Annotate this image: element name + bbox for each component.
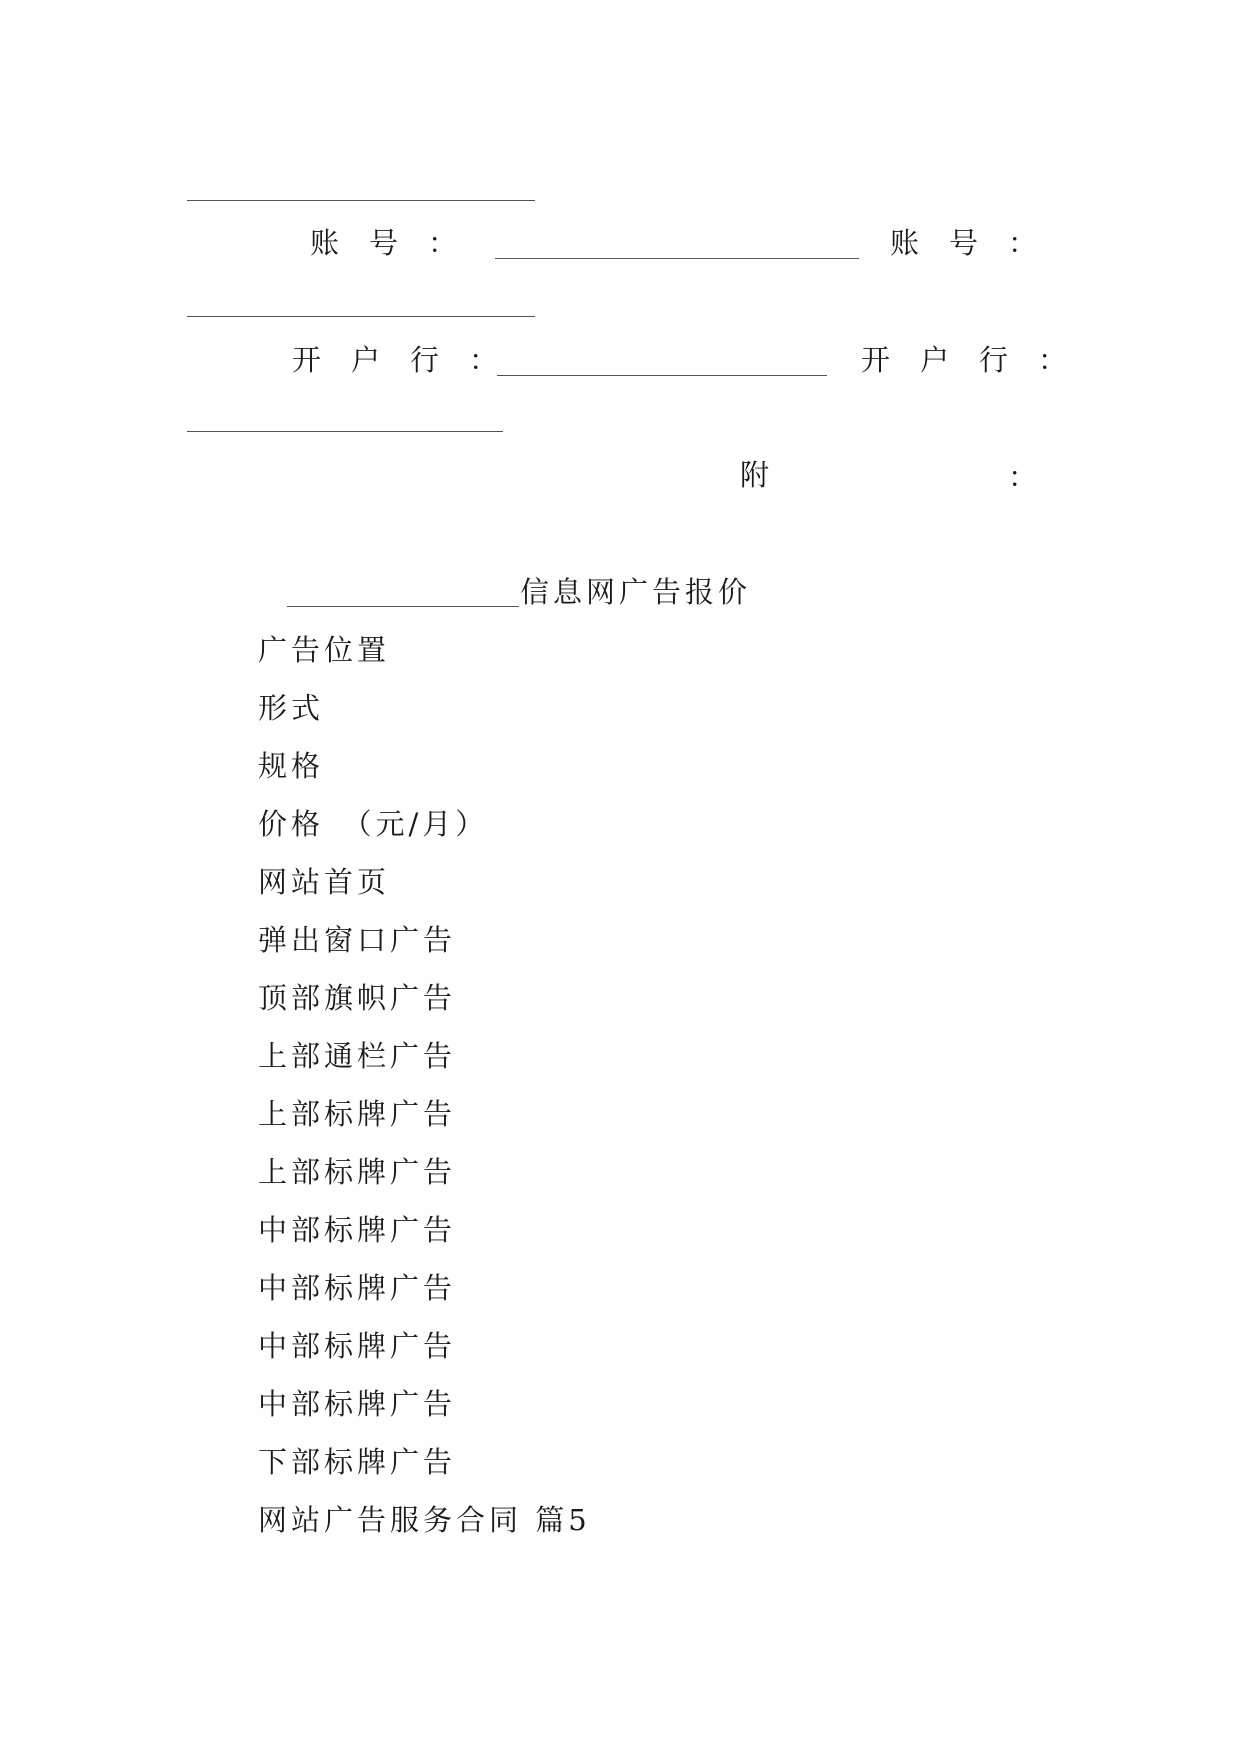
attachment-label: 附 <box>740 458 770 492</box>
list-item: 下部标牌广告 <box>258 1445 457 1479</box>
list-item: 网站首页 <box>258 865 391 899</box>
list-item: 中部标牌广告 <box>258 1271 457 1305</box>
bank-blank-left <box>497 375 827 376</box>
list-item: 上部标牌广告 <box>258 1155 457 1189</box>
list-item: 形式 <box>258 691 325 725</box>
list-item: 顶部旗帜广告 <box>258 981 457 1015</box>
list-item: 中部标牌广告 <box>258 1329 457 1363</box>
title-blank <box>287 606 519 607</box>
bank-label-right: 开户行： <box>861 343 1098 377</box>
list-item: 中部标牌广告 <box>258 1387 457 1421</box>
section-heading: 网站广告服务合同 篇5 <box>258 1503 591 1537</box>
account-label-left: 账号： <box>310 226 488 260</box>
account-blank-right <box>187 316 535 317</box>
account-blank-left <box>495 258 859 259</box>
account-label-right-text: 账号： <box>890 226 1068 260</box>
list-item: 价格 （元/月） <box>258 807 489 841</box>
bank-label-left: 开户行： <box>292 343 529 377</box>
list-item: 上部标牌广告 <box>258 1097 457 1131</box>
list-item: 广告位置 <box>258 633 391 667</box>
account-label-right <box>890 225 1068 261</box>
list-item: 弹出窗口广告 <box>258 923 457 957</box>
list-item: 规格 <box>258 749 325 783</box>
attachment-colon: ： <box>1008 460 1038 494</box>
blank-line-top <box>187 200 535 201</box>
bank-blank-right <box>187 431 503 432</box>
list-item: 上部通栏广告 <box>258 1039 457 1073</box>
price-table-title: 信息网广告报价 <box>520 575 752 609</box>
list-item: 中部标牌广告 <box>258 1213 457 1247</box>
